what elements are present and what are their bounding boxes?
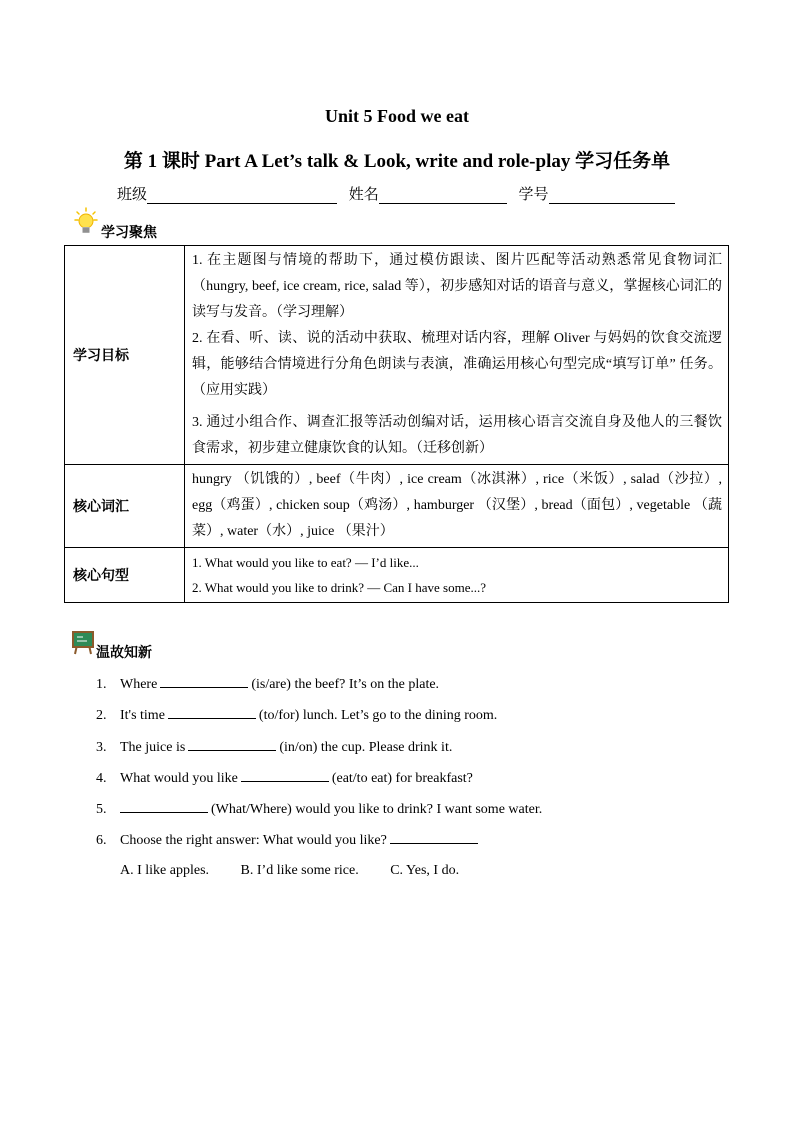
- focus-heading: 学习聚焦: [101, 225, 157, 241]
- number-label: 学号: [518, 187, 549, 203]
- class-blank[interactable]: [147, 187, 337, 204]
- name-blank[interactable]: [379, 187, 507, 204]
- row-content: [185, 465, 729, 548]
- class-label: 班级: [117, 187, 148, 203]
- number-blank[interactable]: [549, 187, 675, 204]
- exercise-number: 4.: [96, 770, 107, 786]
- row-label: 学习目标: [65, 246, 185, 465]
- row-content: [185, 548, 729, 603]
- answer-blank[interactable]: [168, 704, 256, 719]
- exercise-text: (What/Where) would you like to drink? I want some water.: [211, 802, 543, 818]
- row-label: 核心词汇: [65, 465, 185, 548]
- exercise-text: What would you like: [120, 770, 238, 786]
- exercise-item: [96, 829, 542, 860]
- table-row: [65, 465, 729, 548]
- answer-blank[interactable]: [241, 767, 329, 782]
- answer-blank[interactable]: [188, 736, 276, 751]
- student-info-row: [117, 183, 675, 204]
- exercise-item: [96, 673, 542, 704]
- sentence-item: 1. What would you like to eat? — I’d like...: [192, 555, 419, 570]
- exercise-number: 1.: [96, 677, 107, 692]
- row-content: [185, 246, 729, 465]
- exercise-number: 3.: [96, 739, 107, 755]
- exercise-text: (in/on) the cup. Please drink it.: [279, 739, 453, 755]
- table-row: [65, 246, 729, 465]
- name-label: 姓名: [348, 187, 379, 203]
- option-a[interactable]: A. I like apples.: [120, 862, 210, 878]
- exercise-number: 5.: [96, 802, 107, 818]
- exercise-text: (is/are) the beef? It’s on the plate.: [251, 677, 440, 692]
- exercise-item: [96, 704, 542, 735]
- lightbulb-icon: [74, 207, 98, 237]
- exercise-text: (to/for) lunch. Let’s go to the dining room.: [258, 708, 498, 724]
- exercise-text: (eat/to eat) for breakfast?: [331, 770, 473, 786]
- goals-table: [64, 245, 729, 603]
- option-c[interactable]: C. Yes, I do.: [390, 862, 460, 878]
- goal-item: 3. 通过小组合作、调查汇报等活动创编对话，运用核心语言交流自身及他人的三餐饮食需求，初步建立健康饮食的认知。（迁移创新）: [192, 415, 722, 456]
- goal-item: 1. 在主题图与情境的帮助下，通过模仿跟读、图片匹配等活动熟悉常见食物词汇（hungry, beef, ice cream, rice, salad 等），初步感知对话的语音与意义，掌握核心词汇的读写与发音。（学习理解）: [192, 253, 722, 320]
- exercise-item: [96, 736, 542, 767]
- lesson-subtitle: 第 1 课时 Part A Let’s talk & Look, write and role-play 学习任务单: [123, 151, 671, 172]
- blackboard-icon: [72, 631, 94, 655]
- answer-blank[interactable]: [120, 798, 208, 813]
- table-row: [65, 548, 729, 603]
- page-title: Unit 5 Food we eat: [325, 106, 469, 126]
- answer-blank[interactable]: [390, 829, 478, 844]
- goal-item: 2. 在看、听、读、说的活动中获取、梳理对话内容，理解 Oliver 与妈妈的饮食交流逻辑，能够结合情境进行分角色朗读与表演，准确运用核心句型完成“填写订单” 任务。（应用实践）: [192, 331, 722, 398]
- vocab-list: hungry （饥饿的）, beef（牛肉）, ice cream（冰淇淋）, rice（米饭）, salad（沙拉）, egg（鸡蛋）, chicken soup（鸡汤）, hamburger （汉堡）, bread（面包）, vegetable （蔬菜）, water（水）, juice （果汁）: [192, 472, 722, 539]
- answer-blank[interactable]: [160, 673, 248, 688]
- exercise-item: [96, 767, 542, 798]
- review-heading: 温故知新: [96, 645, 152, 661]
- answer-options: [96, 861, 542, 892]
- exercise-number: 2.: [96, 708, 107, 724]
- exercise-text: Choose the right answer: What would you like?: [120, 833, 387, 849]
- exercise-text: Where: [120, 677, 158, 692]
- sentence-item: 2. What would you like to drink? — Can I have some...?: [192, 580, 487, 595]
- exercise-text: The juice is: [120, 739, 186, 755]
- exercise-number: 6.: [96, 833, 107, 849]
- exercise-list: [96, 673, 542, 892]
- exercise-item: [96, 798, 542, 829]
- option-b[interactable]: B. I’d like some rice.: [240, 862, 359, 878]
- exercise-text: It's time: [120, 708, 165, 724]
- row-label: 核心句型: [65, 548, 185, 603]
